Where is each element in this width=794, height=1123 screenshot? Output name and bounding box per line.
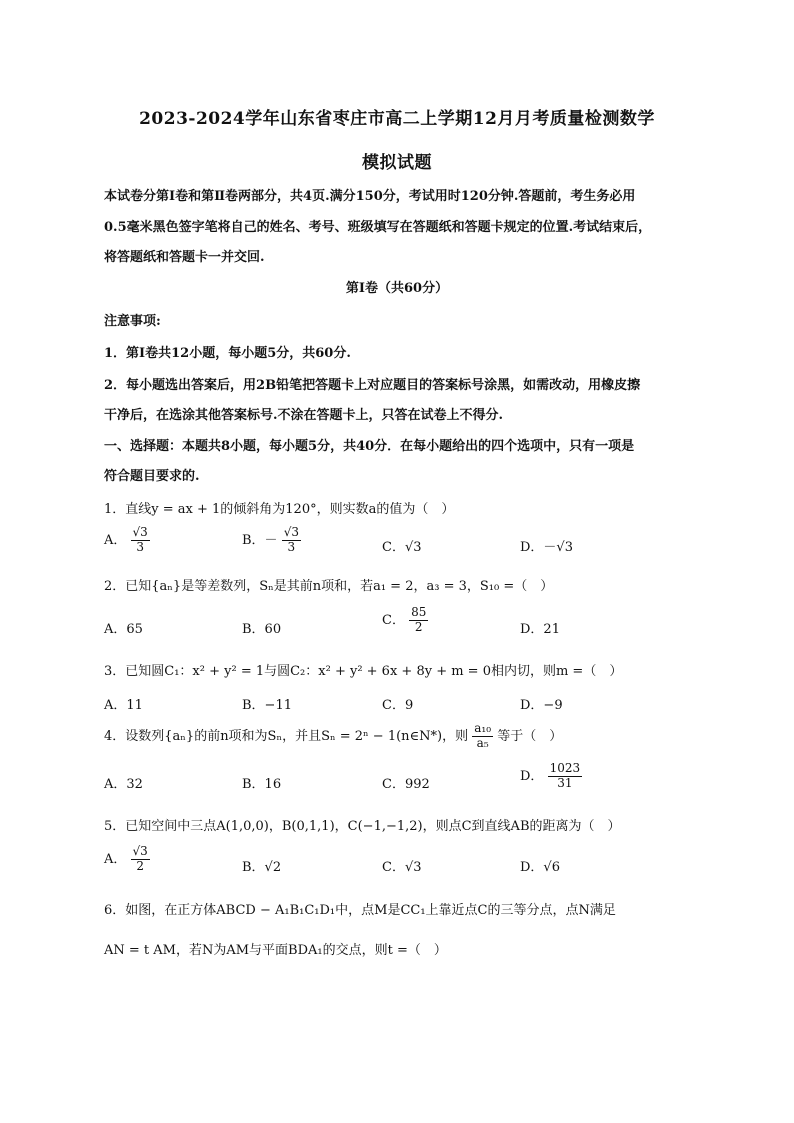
question-2-option-d: D．21 [520, 622, 560, 637]
fraction: $\frac{√3}{2}$ [132, 844, 148, 873]
part1-heading: 第Ⅰ卷（共60分） [345, 281, 449, 296]
notice-2: 2．每小题选出答案后，用2B铅笔把答题卡上对应题目的答案标号涂黑，如需改动，用橡皮擦 [104, 378, 641, 393]
question-3-option-a: A．11 [104, 698, 143, 713]
notice-1: 1．第Ⅰ卷共12小题，每小题5分，共60分. [104, 346, 351, 361]
question-2-option-b: B．60 [242, 622, 282, 637]
section1-line-2: 符合题目要求的. [104, 469, 200, 484]
question-1-stem: 1．直线y = ax + 1的倾斜角为120°，则实数a的值为（ ） [104, 502, 455, 517]
question-1-option-d: D．－√3 [520, 540, 573, 555]
question-5-option-a: A． $\frac{√3}{2}$ [104, 844, 148, 873]
question-4-option-b: B．16 [242, 777, 282, 792]
question-6-line-2: AN = t AM，若N为AM与平面BDA₁的交点，则t =（ ） [104, 943, 447, 958]
question-2-option-c: C． $\frac{85}{2}$ [382, 605, 427, 634]
intro-line-3: 将答题纸和答题卡一并交回. [104, 250, 265, 265]
question-3-option-b: B．−11 [242, 698, 292, 713]
exam-title: 2023-2024学年山东省枣庄市高二上学期12月月考质量检测数学 [139, 109, 655, 129]
fraction: $\frac{85}{2}$ [411, 605, 427, 634]
intro-line-1: 本试卷分第Ⅰ卷和第Ⅱ卷两部分，共4页.满分150分，考试用时120分钟.答题前，考生务必用 [104, 189, 636, 204]
question-2-stem: 2．已知{aₙ}是等差数列，Sₙ是其前n项和，若a₁ = 2，a₃ = 3，S₁₀ =（ ） [104, 579, 554, 594]
question-5-option-c: C．√3 [382, 860, 422, 875]
exam-subtitle: 模拟试题 [362, 153, 432, 173]
question-4-stem: 4．设数列{aₙ}的前n项和为Sₙ，并且Sₙ = 2ⁿ − 1(n∈N*)，则 $\frac{\text{a₁₀}}{\text{a₅}}$ 等于（ ） [104, 721, 563, 750]
fraction: $\frac{√3}{3}$ [132, 525, 148, 554]
question-4-option-c: C．992 [382, 777, 430, 792]
fraction: $\frac{√3}{3}$ [283, 525, 299, 554]
question-5-stem: 5．已知空间中三点A(1,0,0)，B(0,1,1)，C(−1,−1,2)，则点C到直线AB的距离为（ ） [104, 819, 621, 834]
question-5-option-d: D．√6 [520, 860, 560, 875]
section1-line-1: 一、选择题：本题共8小题，每小题5分，共40分．在每小题给出的四个选项中，只有一项是 [104, 439, 635, 454]
question-2-option-a: A．65 [104, 622, 143, 637]
question-6-line-1: 6．如图，在正方体ABCD − A₁B₁C₁D₁中，点M是CC₁上靠近点C的三等分点，点N满足 [104, 903, 616, 918]
question-4-option-a: A．32 [104, 777, 143, 792]
fraction: $\frac{\text{a₁₀}}{\text{a₅}}$ [474, 721, 492, 750]
question-4-option-d: D． $\frac{1023}{31}$ [520, 761, 581, 790]
question-3-option-d: D．−9 [520, 698, 563, 713]
question-5-option-b: B．√2 [242, 860, 282, 875]
question-3-option-c: C．9 [382, 698, 414, 713]
intro-line-2: 0.5毫米黑色签字笔将自己的姓名、考号、班级填写在答题纸和答题卡规定的位置.考试结束后， [104, 220, 652, 235]
question-1-option-c: C．√3 [382, 540, 422, 555]
notice-3: 干净后，在选涂其他答案标号.不涂在答题卡上，只答在试卷上不得分. [104, 408, 504, 423]
question-1-option-a: A． $\frac{√3}{3}$ [104, 525, 148, 554]
fraction: $\frac{1023}{31}$ [549, 761, 581, 790]
notice-heading: 注意事项: [104, 314, 161, 329]
question-3-stem: 3．已知圆C₁：x² + y² = 1与圆C₂：x² + y² + 6x + 8y + m = 0相内切，则m =（ ） [104, 664, 623, 679]
question-1-option-b: B．－ $\frac{√3}{3}$ [242, 525, 299, 554]
